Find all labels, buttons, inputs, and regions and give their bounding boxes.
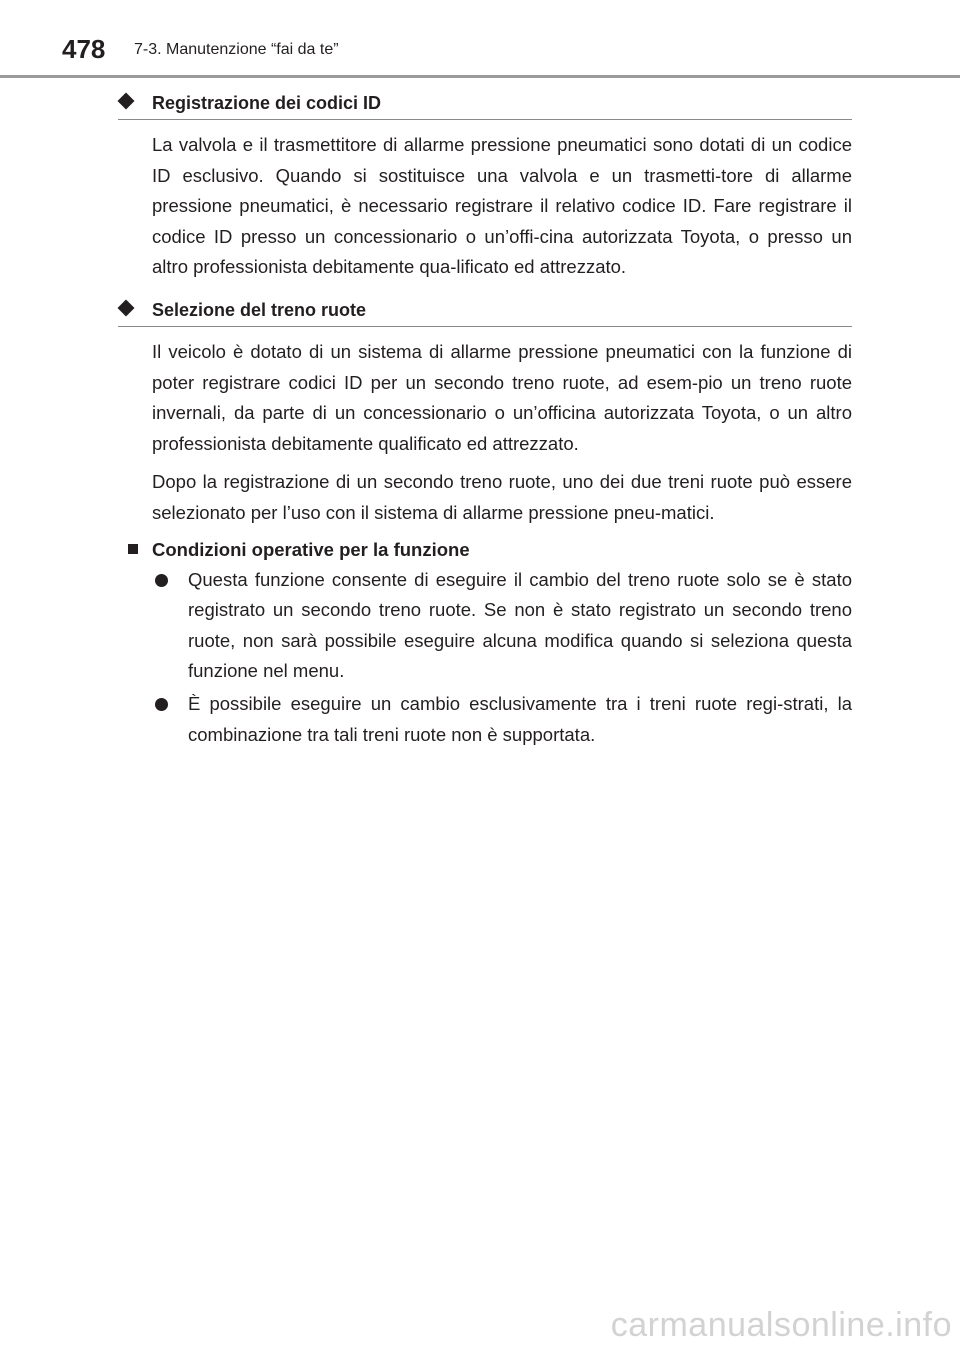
header-rule	[0, 75, 960, 78]
list-item	[118, 689, 852, 750]
list-item-text: È possibile eseguire un cambio esclusivamente tra i treni ruote regi-strati, la combinazione tra tali treni ruote non è supportata.	[188, 692, 852, 745]
list-item-text: Questa funzione consente di eseguire il cambio del treno ruote solo se è stato registrato un secondo treno ruote. Se non è stato registrato un secondo treno ruote, non sarà possibile eseguire alcuna modifica quando si seleziona questa funzione nel menu.	[188, 568, 852, 682]
page-number: 478	[62, 34, 106, 64]
diamond-icon	[118, 299, 135, 316]
section-title: 7-3. Manutenzione “fai da te”	[134, 41, 339, 58]
watermark: carmanualsonline.info	[610, 1306, 952, 1344]
subheading-title: Registrazione dei codici ID	[152, 93, 382, 113]
page-content	[118, 86, 852, 752]
square-bullet-icon	[128, 544, 138, 554]
list-item	[118, 565, 852, 687]
conditions-title: Condizioni operative per la funzione	[152, 538, 470, 560]
subheading-selezione	[118, 293, 852, 327]
page-header	[0, 0, 960, 80]
bullet-dot-icon	[155, 574, 168, 587]
paragraph: Il veicolo è dotato di un sistema di allarme pressione pneumatici con la funzione di poter registrare codici ID per un secondo treno ruote, ad esem-pio un treno ruote invernali, da parte di un concessionario o un’officina autorizzata Toyota, o un altro professionista debitamente qualificato ed attrezzato.	[152, 340, 852, 454]
diamond-icon	[118, 93, 135, 110]
subheading-registrazione	[118, 86, 852, 120]
conditions-heading	[118, 535, 852, 565]
subheading-title: Selezione del treno ruote	[152, 299, 367, 320]
paragraph: Dopo la registrazione di un secondo treno ruote, uno dei due treni ruote può essere selezionato per l’uso con il sistema di allarme pressione pneu-matici.	[152, 471, 852, 523]
paragraph: La valvola e il trasmettitore di allarme pressione pneumatici sono dotati di un codice ID esclusivo. Quando si sostituisce una valvola e un trasmetti-tore di allarme pressione pneumatici, è necessario registrare il relativo codice ID. Fare registrare il codice ID presso un concessionario o un’offi-cina autorizzata Toyota, o presso un altro professionista debitamente qua-lificato ed attrezzato.	[152, 134, 852, 278]
bullet-dot-icon	[155, 698, 168, 711]
